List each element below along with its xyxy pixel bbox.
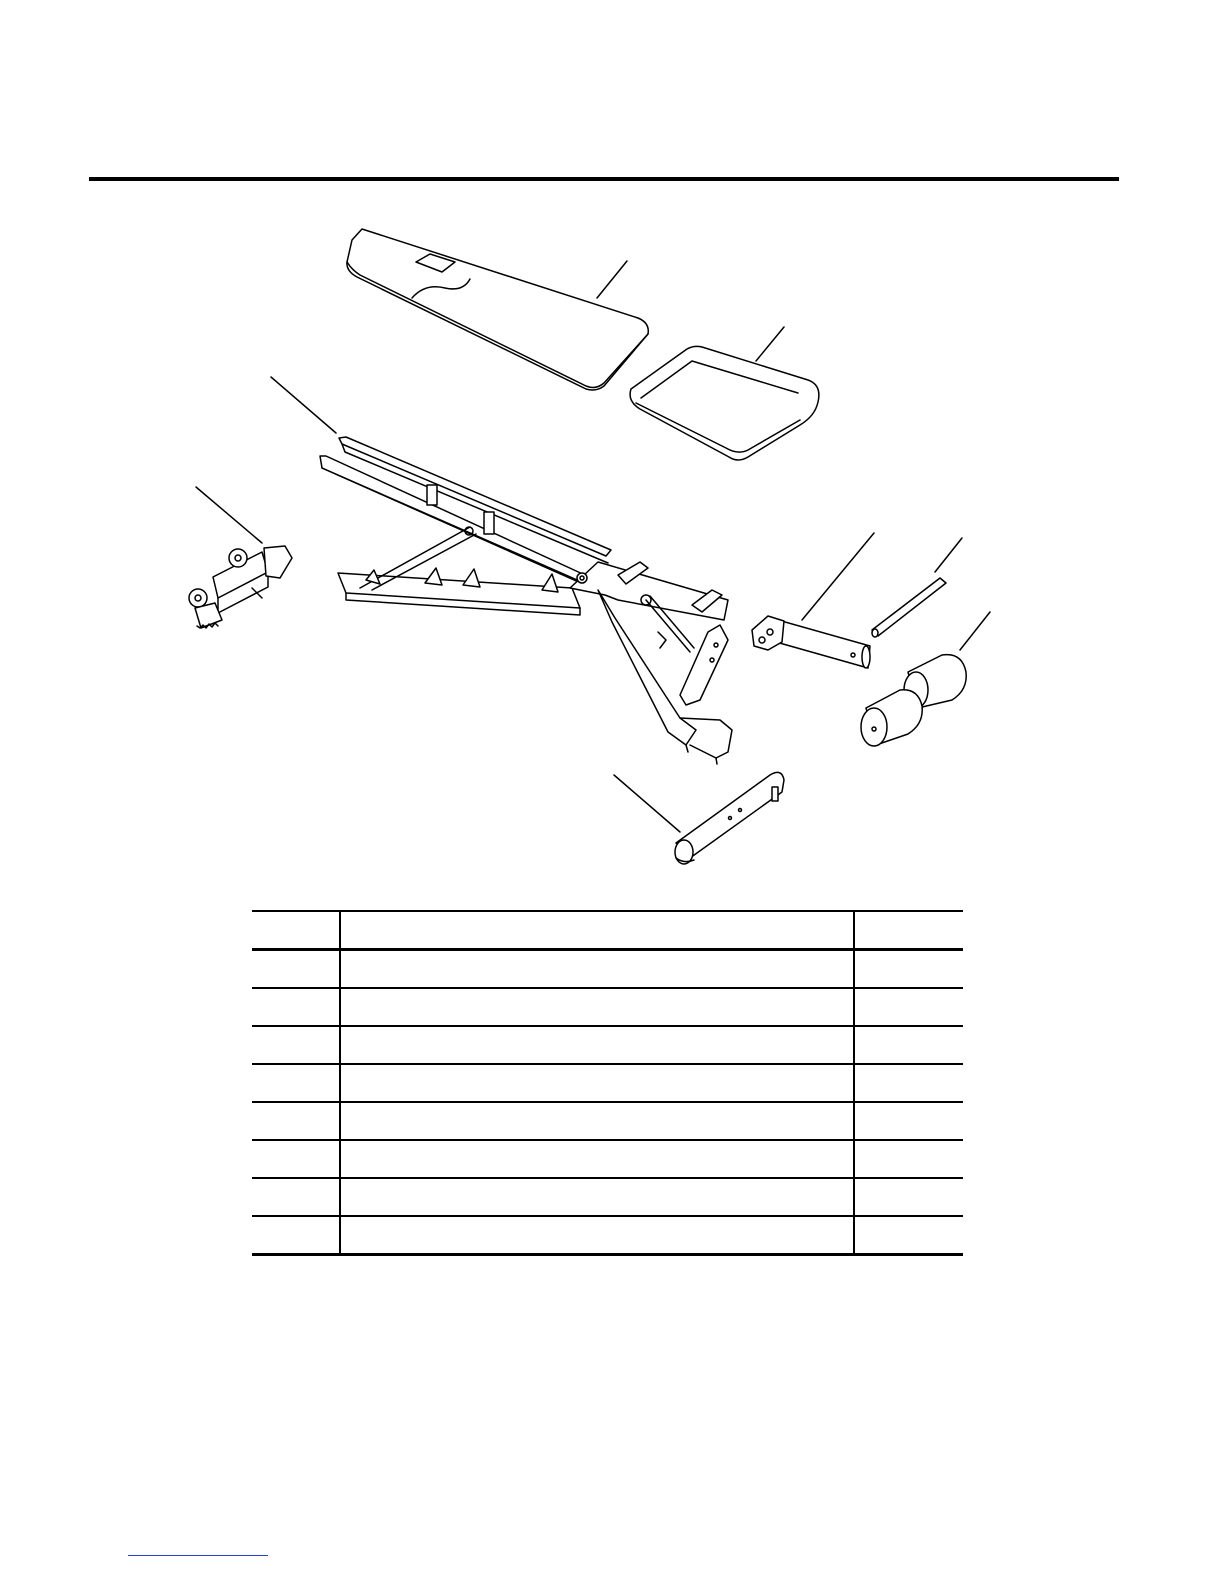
table-cell xyxy=(854,1102,963,1140)
table-cell xyxy=(854,1178,963,1216)
table-cell xyxy=(340,1026,854,1064)
back-pad xyxy=(630,346,819,460)
table-cell xyxy=(854,1140,963,1178)
exploded-parts-diagram xyxy=(0,200,1224,890)
leader-line-leg-extension xyxy=(802,533,874,620)
leader-line-foam-rollers xyxy=(960,612,990,650)
table-cell xyxy=(252,1140,340,1178)
table-cell xyxy=(252,1064,340,1102)
table-cell xyxy=(340,1140,854,1178)
table-cell xyxy=(340,950,854,989)
foam-rollers xyxy=(861,655,966,746)
front-stabilizer xyxy=(189,546,292,628)
table-cell xyxy=(854,950,963,989)
table-row xyxy=(252,950,963,989)
header-rule xyxy=(89,177,1119,181)
leader-line-seat-pad xyxy=(597,261,627,298)
table-cell xyxy=(854,1064,963,1102)
leg-extension xyxy=(752,616,870,668)
table-row xyxy=(252,1102,963,1140)
backrest-frame xyxy=(320,437,611,590)
leader-line-front-stabilizer xyxy=(196,487,262,543)
table-cell xyxy=(340,988,854,1026)
column-header-description xyxy=(340,911,854,950)
table-row xyxy=(252,1064,963,1102)
table-row xyxy=(252,988,963,1026)
table-cell xyxy=(340,1102,854,1140)
table-cell xyxy=(252,988,340,1026)
rear-stabilizer xyxy=(675,772,784,864)
table-cell xyxy=(340,1064,854,1102)
table-header-row xyxy=(252,911,963,950)
table-cell xyxy=(854,1216,963,1255)
column-header-qty xyxy=(854,911,963,950)
leader-line-leg-rod xyxy=(935,538,962,572)
footer-link-underline[interactable] xyxy=(128,1555,268,1570)
table-cell xyxy=(252,1026,340,1064)
table-cell xyxy=(340,1216,854,1255)
table-cell xyxy=(252,1216,340,1255)
table-cell xyxy=(340,1178,854,1216)
seat-pad xyxy=(347,229,648,390)
leader-line-rear-stabilizer xyxy=(614,775,680,832)
table-row xyxy=(252,1026,963,1064)
leg-rod xyxy=(872,578,946,637)
table-cell xyxy=(252,1102,340,1140)
parts-table xyxy=(252,910,963,1256)
table-row xyxy=(252,1216,963,1255)
table-cell xyxy=(854,1026,963,1064)
column-header-key xyxy=(252,911,340,950)
table-cell xyxy=(252,1178,340,1216)
table-cell xyxy=(854,988,963,1026)
leader-line-back-pad xyxy=(756,327,784,361)
table-row xyxy=(252,1178,963,1216)
leader-line-backrest-frame xyxy=(271,377,336,433)
table-cell xyxy=(252,950,340,989)
table-row xyxy=(252,1140,963,1178)
